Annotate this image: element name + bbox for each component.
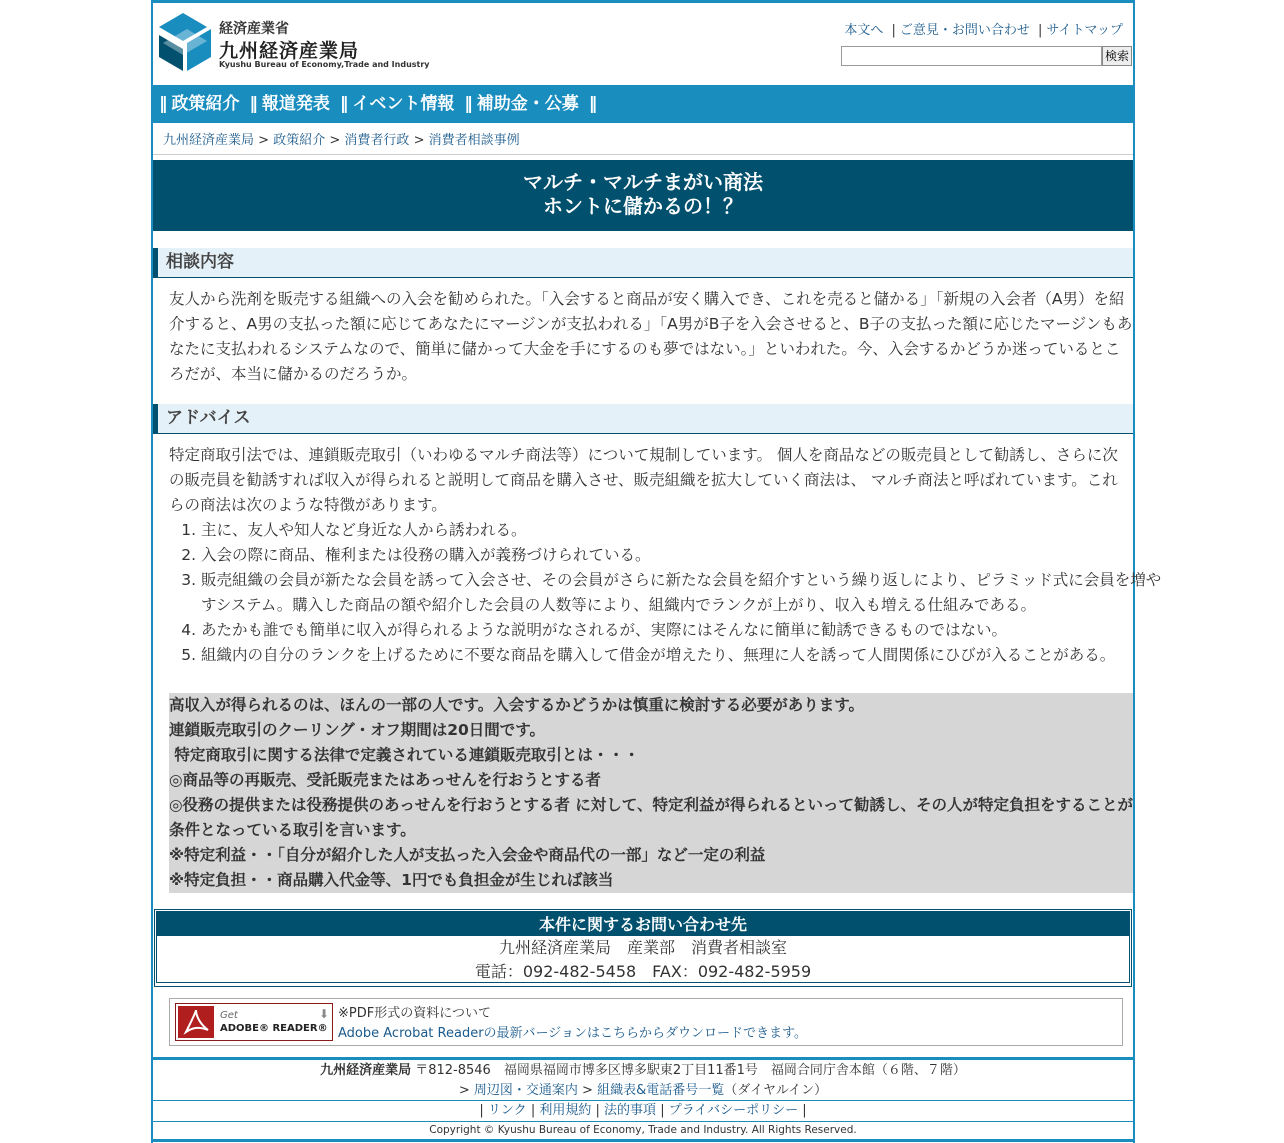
copyright: Copyright © Kyushu Bureau of Economy, Trade and Industry. All Rights Reserved. — [429, 1124, 857, 1136]
footer-link-legal[interactable]: 法的事項 — [604, 1103, 657, 1118]
footer-address: 〒812-8546 福岡県福岡市博多区博多駅東2丁目11番1号 福岡合同庁舎本館（６階、７階） — [415, 1063, 966, 1078]
note-line: ◎役務の提供または役務提供のあっせんを行おうとする者 に対して、特定利益が得られるといって勧誘し、その人が特定負担をすることが条件となっている取引を言います。 — [169, 796, 1133, 839]
footer-link-terms[interactable]: 利用規約 — [539, 1103, 592, 1118]
footer-link-links[interactable]: リンク — [487, 1103, 527, 1118]
nav-divider: ‖ — [464, 94, 473, 114]
contact-phone: 電話：092-482-5458 FAX：092-482-5959 — [474, 962, 812, 981]
page-title-line1: マルチ・マルチまがい商法 — [523, 170, 763, 194]
advice-intro: 特定商取引法では、連鎖販売取引（いわゆるマルチ商法等）について規制しています。 個人を商品などの販売員として勧誘し、さらに次の販売員を勧誘すれば収入が得られると説明して商品を購入させ、販売組織を拡大していく商法は、 マルチ商法と呼ばれています。これらの商法は次のような特徴があります。 — [169, 446, 1118, 514]
sitemap-link[interactable]: サイトマップ — [1046, 23, 1123, 38]
search-form — [841, 45, 1132, 66]
org-chart-link[interactable]: 組織表&電話番号一覧 — [597, 1083, 725, 1098]
advice-list — [169, 518, 1165, 668]
page-title-line2: ホントに儲かるの！？ — [543, 194, 743, 218]
breadcrumb-separator: > — [258, 133, 270, 148]
note-line: ◎商品等の再販売、受託販売またはあっせんを行おうとする者 — [169, 771, 601, 789]
nav-item-press[interactable]: 報道発表 — [261, 94, 330, 114]
list-item: 3. 販売組織の会員が新たな会員を誘って入会させ、その会員がさらに新たな会員を紹介すという繰り返しにより、ピラミッド式に会員を増やすシステム。購入した商品の額や紹介した会員の人数等により、組織内でランクが上がり、収入も増える仕組みである。 — [201, 568, 1165, 618]
footer-org-name: 九州経済産業局 — [320, 1063, 412, 1078]
header-links: 本文へ | ご意見・お問い合わせ | サイトマップ — [844, 23, 1123, 38]
breadcrumb-item-cases[interactable]: 消費者相談事例 — [428, 133, 520, 148]
adobe-reader-icon — [178, 1006, 214, 1038]
feedback-link[interactable]: ご意見・お問い合わせ — [899, 23, 1030, 38]
advice-notes — [169, 693, 1133, 893]
nav-item-policy[interactable]: 政策紹介 — [171, 94, 240, 114]
breadcrumb-divider — [153, 154, 1133, 155]
page-container — [151, 0, 1162, 1143]
list-item: 5. 組織内の自分のランクを上げるために不要な商品を購入して借金が増えたり、無理に人を誘って人間関係にひびが入ることがある。 — [201, 643, 1165, 668]
note-line: ※特定利益・・「自分が紹介した人が支払った入会金や商品代の一部」など一定の利益 — [169, 846, 766, 864]
page-title — [153, 160, 1133, 231]
footer-divider — [153, 1057, 1133, 1060]
note-line: ※特定負担・・商品購入代金等、1円でも負担金が生じれば該当 — [169, 871, 614, 889]
pdf-note: ※PDF形式の資料について — [338, 1006, 491, 1021]
nav-divider: ‖ — [159, 94, 168, 114]
search-button[interactable]: 検索 — [1102, 46, 1132, 66]
acrobat-download-link[interactable]: Adobe Acrobat Readerの最新バージョンはこちらからダウンロードできます。 — [338, 1026, 807, 1041]
site-logo[interactable] — [159, 13, 430, 73]
note-line: 連鎖販売取引のクーリング・オフ期間は20日間です。 — [169, 721, 546, 739]
nav-divider: ‖ — [588, 94, 598, 114]
breadcrumb-item-policy[interactable]: 政策紹介 — [273, 133, 326, 148]
consult-heading: 相談内容 — [153, 248, 1133, 278]
consult-text: 友人から洗剤を販売する組織への入会を勧められた。「入会すると商品が安く購入でき、これを売ると儲かる」「新規の入会者（A男）を紹介すると、A男の支払った額に応じてあなたにマージンが支払われる」「A男がB子を入会させると、B子の支払った額に応じたマージンもあなたに支払われるシステムなので、簡単に儲かって大金を手にするのも夢ではない。」といわれた。今、入会するかどうか迷っているところだが、本当に儲かるのだろうか。 — [169, 290, 1133, 383]
nav-divider: ‖ — [249, 94, 258, 114]
list-item: 1. 主に、友人や知人など身近な人から誘われる。 — [201, 518, 1165, 543]
nav-item-subsidies[interactable]: 補助金・公募 — [476, 94, 579, 114]
main-nav — [153, 85, 1133, 123]
note-line: 高収入が得られるのは、ほんの一部の人です。入会するかどうかは慎重に検討する必要があります。 — [169, 696, 865, 714]
pdf-reader-notice — [169, 998, 1123, 1046]
footer-links: | リンク | 利用規約 | 法的事項 | プライバシーポリシー | — [479, 1103, 807, 1118]
contact-department: 九州経済産業局 産業部 消費者相談室 — [498, 938, 787, 957]
logo-english-text: Kyushu Bureau of Economy,Trade and Industry — [219, 60, 430, 69]
logo-ministry-text: 経済産業省 — [219, 21, 289, 37]
list-item: 4. あたかも誰でも簡単に収入が得られるような説明がなされるが、実際にはそんなに簡単に勧誘できるものではない。 — [201, 618, 1165, 643]
nav-divider: ‖ — [339, 94, 349, 114]
download-arrow-icon: ⬇ — [318, 1007, 329, 1021]
footer-link-privacy[interactable]: プライバシーポリシー — [668, 1103, 799, 1118]
nav-item-events[interactable]: イベント情報 — [352, 94, 455, 114]
breadcrumb-item-home[interactable]: 九州経済産業局 — [163, 133, 255, 148]
badge-reader-text: ADOBE® READER® — [220, 1023, 328, 1034]
search-input[interactable] — [841, 46, 1102, 66]
bureau-logo-icon — [159, 13, 211, 71]
contact-heading: 本件に関するお問い合わせ先 — [157, 912, 1129, 936]
note-line: 特定商取引に関する法律で定義されている連鎖販売取引とは・・・ — [169, 746, 640, 764]
get-adobe-reader-button[interactable] — [175, 1003, 333, 1041]
footer-info: 九州経済産業局 〒812-8546 福岡県福岡市博多区博多駅東2丁目11番1号 福岡合同庁舎本館（６階、７階） > 周辺図・交通案内 > 組織表&電話番号一覧（ダイヤルイン） — [320, 1063, 966, 1098]
breadcrumb-separator: > — [329, 133, 341, 148]
advice-heading: アドバイス — [153, 404, 1133, 434]
breadcrumb-item-consumer[interactable]: 消費者行政 — [344, 133, 410, 148]
logo-bureau-text: 九州経済産業局 — [219, 40, 360, 62]
skip-to-content-link[interactable]: 本文へ — [844, 23, 884, 38]
badge-get-text: Get — [220, 1010, 238, 1021]
list-item: 2. 入会の際に商品、権利または役務の購入が義務づけられている。 — [201, 543, 1165, 568]
contact-box — [154, 909, 1132, 987]
breadcrumb — [163, 129, 520, 148]
footer-divider — [153, 1100, 1133, 1101]
footer-divider — [153, 1139, 1133, 1142]
breadcrumb-separator: > — [413, 133, 425, 148]
access-map-link[interactable]: 周辺図・交通案内 — [473, 1083, 578, 1098]
site-header — [153, 3, 1133, 85]
org-chart-note: （ダイヤルイン） — [724, 1083, 828, 1098]
